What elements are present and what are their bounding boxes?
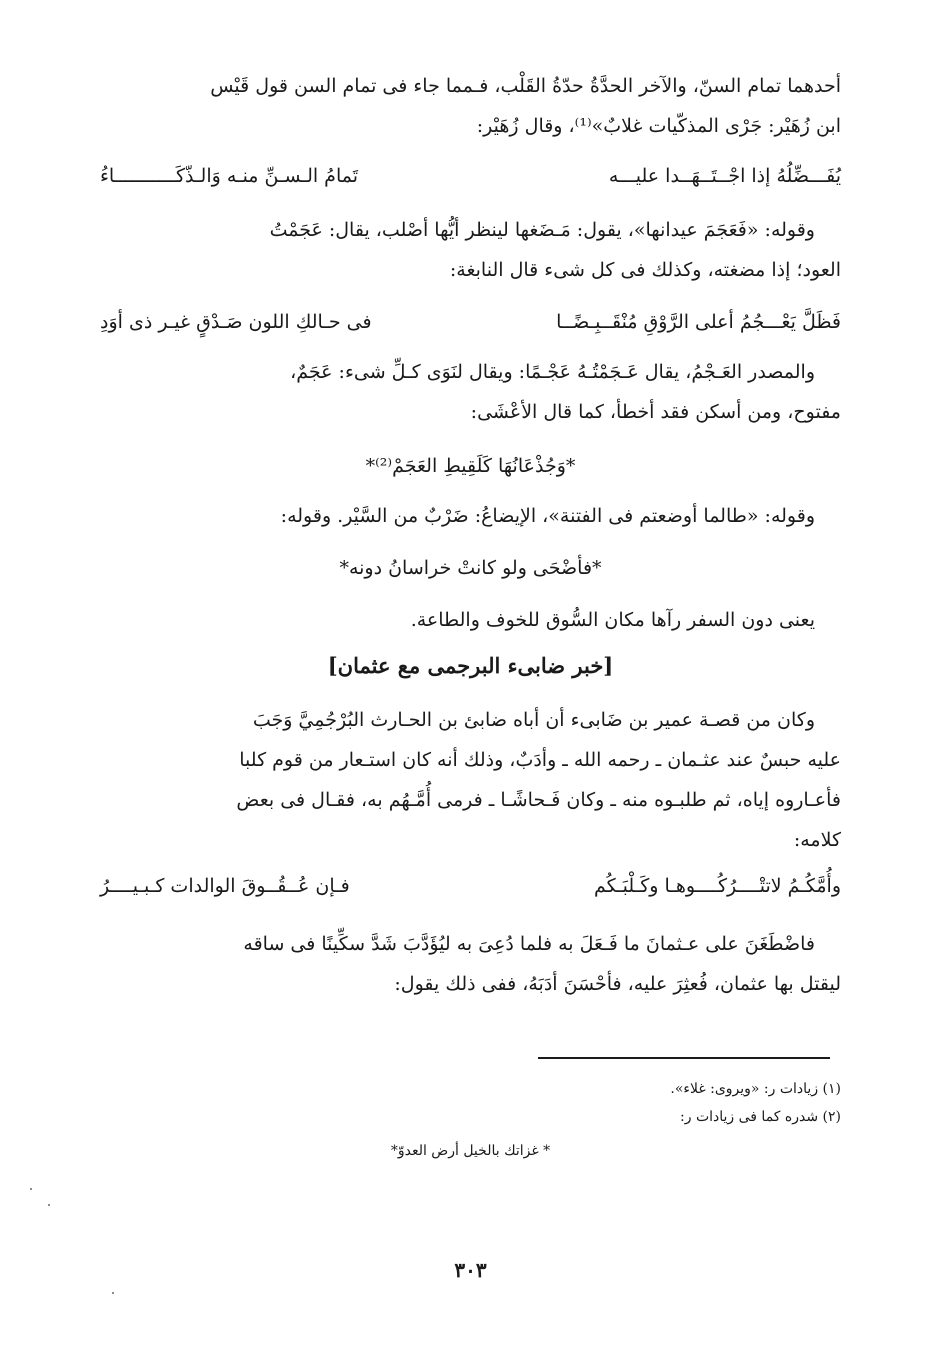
text-line-6: مفتوح، ومن أسكن فقد أخطأ، كما قال الأعْشَى:	[470, 401, 841, 423]
footnote-verse: * غزاتك بالخيل أرض العدوّ*	[390, 1143, 551, 1159]
text-line-14: ليقتل بها عثمان، فُعثِرَ عليه، فأحْسَنَ أدَبَهُ، ففى ذلك يقول:	[394, 973, 841, 995]
text-line-1: أحدهما تمام السنّ، والآخر الحدَّةُ حدّةُ القَلْب، فـمما جاء فى تمام السن قول قَيْس	[210, 75, 841, 97]
verse-line-khurasan: *فأضْحَى ولو كانتْ خراسانُ دونه*	[339, 557, 602, 579]
verse-second-hemistich: فـإن عُــقُــوقَ الوالدات كـبـيــــرُ	[100, 875, 350, 897]
section-heading: [خبر ضابىء البرجمى مع عثمان]	[327, 653, 614, 678]
text-line-3: وقوله: «فَعَجَمَ عيدانها»، يقول: مَـضَغها لينظر أيُّها أصْلب، يقال: عَجَمْتُ	[269, 219, 815, 241]
verse-nabigha	[100, 306, 841, 339]
verse-zuhayr	[100, 160, 841, 193]
footnote-2: (٢) شدره كما فى زيادات ر:	[680, 1109, 841, 1125]
verse-line-asha: *وَجُذْعَانُهَا كَلَقِيطِ العَجَمْ⁽²⁾*	[365, 455, 576, 477]
scan-speck	[48, 1204, 50, 1206]
text-line-13: فاضْطَغَنَ على عـثمانَ ما فَـعَلَ به فلما دُعِىَ به ليُؤَدَّبَ شَدَّ سكِّينًا فى ساقه	[243, 933, 815, 955]
verse-dabi	[100, 870, 841, 903]
verse-first-hemistich: فَظَلَّ يَعْـــجُمُ أعلى الرَّوْقِ مُنْقَــبِـضًــا	[556, 311, 841, 333]
text-line-4: العود؛ إذا مضغته، وكذلك فى كل شىء قال النابغة:	[449, 259, 841, 281]
text-line-9: وكان من قصـة عمير بن ضَابىء أن أباه ضابئ بن الحـارث البُرْجُمِيَّ وَجَبَ	[252, 709, 815, 731]
verse-second-hemistich: فى حـالكِ اللون صَـدْقٍ غيـر ذى أوَدِ	[100, 311, 372, 333]
text-line-8: يعنى دون السفر رآها مكان السُّوق للخوف والطاعة.	[410, 609, 815, 631]
scan-speck	[112, 1292, 114, 1294]
verse-first-hemistich: يُفَـــضِّلُهُ إذا اجْــتَــهَــدا عليـــه	[608, 165, 841, 187]
text-line-7: وقوله: «طالما أوضعتم فى الفتنة»، الإيضاعُ: ضَرْبٌ من السَّيْر. وقوله:	[280, 505, 815, 527]
footnote-1: (١) زيادات ر: «ويروى: غلاء».	[670, 1081, 841, 1097]
scan-speck	[30, 1188, 32, 1190]
text-line-10: عليه حبسٌ عند عثـمان ـ رحمه الله ـ وأدَبٌ، وذلك أنه كان استـعار من قوم كلبا	[239, 749, 841, 771]
text-line-5: والمصدر العَـجْمُ، يقال عَـجَمْتُـهُ عَجْـمًا: ويقال لنَوَى كـلِّ شىء: عَجَمٌ،	[290, 361, 815, 383]
text-line-11: فأعـاروه إياه، ثم طلبـوه منه ـ وكان فَـحاشًـا ـ فرمى أُمَّـهُم به، فقـال فى بعض	[236, 789, 841, 811]
verse-first-hemistich: وأُمَّكُـمُ لاتتْــــرُكُــــوهـا وكَـلْبَـكُم	[593, 875, 841, 897]
text-line-12: كلامه:	[793, 829, 841, 851]
text-line-2: ابن زُهَيْر: جَرْى المذكّيات غلابٌ»⁽¹⁾، وقال زُهَيْر:	[476, 115, 841, 137]
page-number: ٣٠٣	[454, 1258, 487, 1282]
verse-second-hemistich: تَمامُ الـسـنِّ منـه وَالـذّكَـــــــــــاءُ	[100, 165, 359, 187]
footnote-separator	[538, 1057, 830, 1059]
